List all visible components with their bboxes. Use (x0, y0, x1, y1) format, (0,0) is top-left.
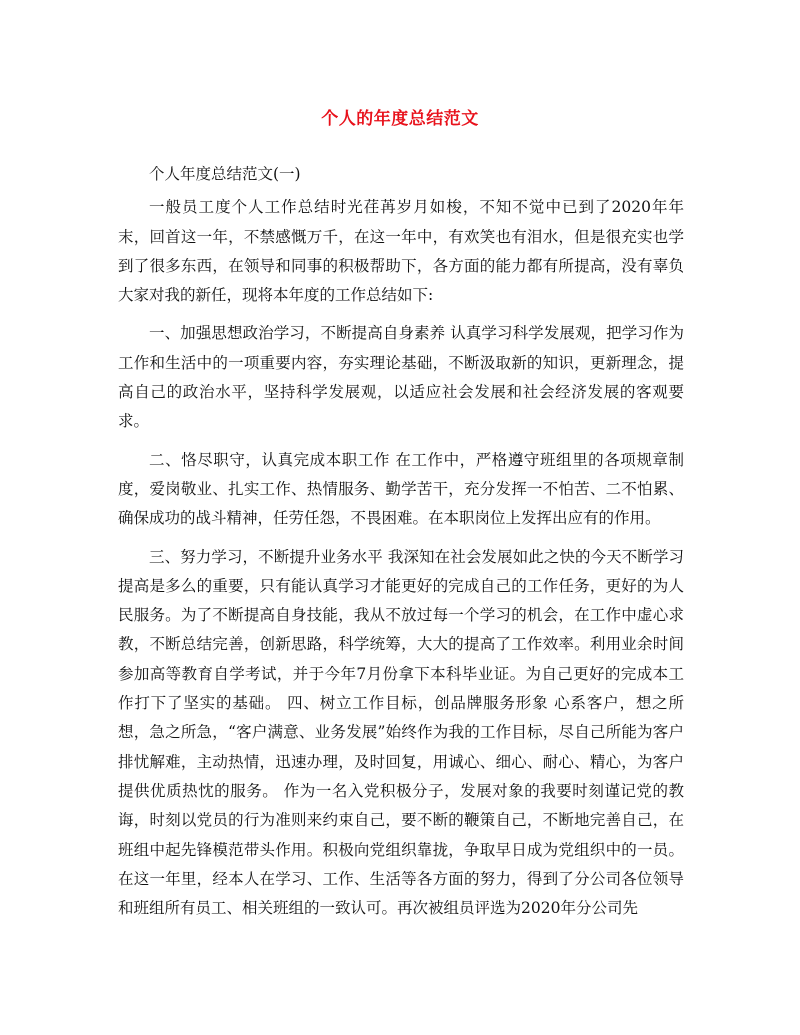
document-subtitle: 个人年度总结范文(一) (149, 165, 301, 183)
paragraph-section-1: 一、加强思想政治学习，不断提高自身素养 认真学习科学发展观，把学习作为工作和生活中的一项重要内容，夯实理论基础，不断汲取新的知识，更新理念，提高自己的政治水平，坚持科学发展观，以适应社会发展和社会经济发展的客观要求。 (118, 324, 684, 431)
paragraph-section-2: 二、恪尽职守，认真完成本职工作 在工作中，严格遵守班组里的各项规章制度，爱岗敬业、扎实工作、热情服务、勤学苦干，充分发挥一不怕苦、二不怕累、确保成功的战斗精神，任劳任怨，不畏困难。在本职岗位上发挥出应有的作用。 (118, 450, 684, 528)
document-body (118, 160, 684, 923)
document-title: 个人的年度总结范文 (321, 109, 479, 129)
paragraph-section-3: 三、努力学习，不断提升业务水平 我深知在社会发展如此之快的今天不断学习提高是多么的重要，只有能认真学习才能更好的完成自己的工作任务，更好的为人民服务。为了不断提高自身技能，我从不放过每一个学习的机会，在工作中虚心求教，不断总结完善，创新思路，科学统筹，大大的提高了工作效率。利用业余时间参加高等教育自学考试，并于今年7月份拿下本科毕业证。为自己更好的完成本工作打下了坚实的基础。 四、树立工作目标，创品牌服务形象 心系客户，想之所想，急之所急，“客户满意、业务发展”始终作为我的工作目标，尽自己所能为客户排忧解难，主动热情，迅速办理，及时回复，用诚心、细心、耐心、精心，为客户提供优质热忱的服务。 作为一名入党积极分子，发展对象的我要时刻谨记党的教诲，时刻以党员的行为准则来约束自己，要不断的鞭策自己，不断地完善自己，在班组中起先锋模范带头作用。积极向党组织靠拢，争取早日成为党组织中的一员。 在这一年里，经本人在学习、工作、生活等各方面的努力，得到了分公司各位领导和班组所有员工、相关班组的一致认可。再次被组员评选为2020年分公司先 (118, 547, 684, 918)
paragraph-intro: 一般员工度个人工作总结时光荏苒岁月如梭，不知不觉中已到了2020年年末，回首这一年，不禁感慨万千，在这一年中，有欢笑也有泪水，但是很充实也学到了很多东西，在领导和同事的积极帮助下，各方面的能力都有所提高，没有辜负大家对我的新任，现将本年度的工作总结如下: (118, 198, 684, 305)
